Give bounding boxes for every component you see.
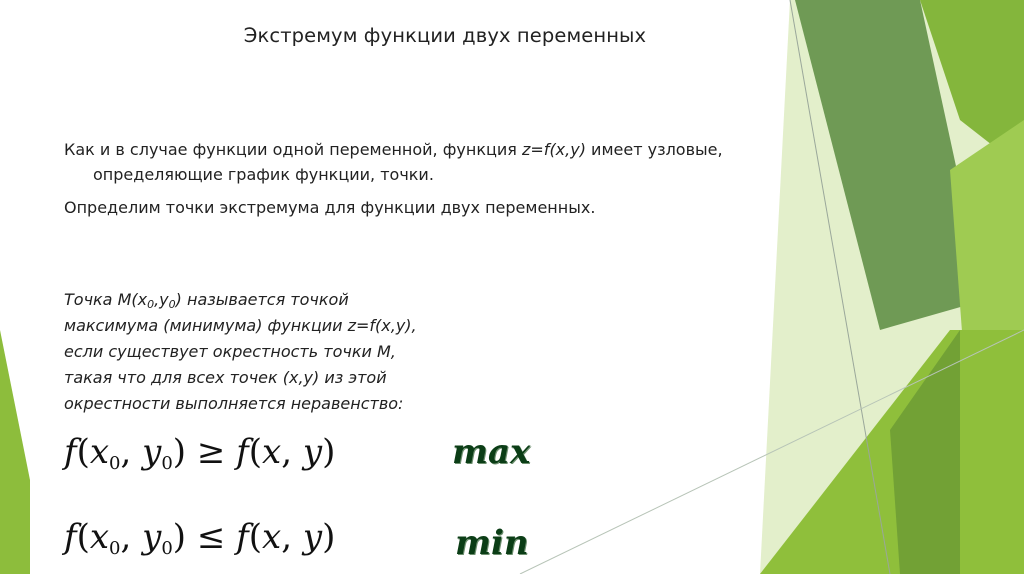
definition-line-1 <box>64 287 417 313</box>
max-sub1: 0 <box>109 453 121 474</box>
max-x0: x <box>89 432 110 472</box>
intro-text-b: имеет узловые, <box>585 140 723 159</box>
min-f2: f <box>236 517 249 557</box>
min-sub2: 0 <box>161 538 173 559</box>
max-label: max <box>452 432 531 472</box>
max-lparen2: ( <box>248 432 263 472</box>
max-f2: f <box>236 432 249 472</box>
max-lparen1: ( <box>76 432 90 472</box>
min-rparen2: ) <box>322 517 336 557</box>
slide-title: Экстремум функции двух переменных <box>243 24 647 47</box>
def-l1-c: ) называется точкой <box>175 290 349 309</box>
intro-text-a: Как и в случае функции одной переменной, функция <box>64 140 522 159</box>
max-rparen1: ) <box>172 432 187 472</box>
max-sub2: 0 <box>161 453 173 474</box>
min-y0: y <box>142 517 162 557</box>
definition-line-2: максимума (минимума) функции z=f(x,y), <box>64 316 417 335</box>
max-comma2: , <box>281 432 303 472</box>
definition-block <box>64 287 417 417</box>
def-l1-b: ,y <box>154 290 169 309</box>
min-comma1: , <box>120 517 143 557</box>
max-y0: y <box>142 432 162 472</box>
min-comma2: , <box>281 517 303 557</box>
max-x: x <box>262 432 282 472</box>
definition-line-5: окрестности выполняется неравенство: <box>64 394 404 413</box>
intro-paragraph <box>64 137 884 187</box>
min-y: y <box>302 517 323 557</box>
min-label: min <box>455 523 529 563</box>
min-rparen1: ) <box>172 517 187 557</box>
max-y: y <box>302 432 323 472</box>
min-f1: f <box>64 517 77 557</box>
def-l1-sub1: 0 <box>168 298 176 311</box>
min-lparen1: ( <box>76 517 90 557</box>
intro-formula: z=f(x,y) <box>522 140 586 159</box>
min-x: x <box>262 517 282 557</box>
max-f1: f <box>64 432 77 472</box>
inequality-min <box>64 517 335 557</box>
extremum-paragraph: Определим точки экстремума для функции двух переменных. <box>64 198 596 217</box>
min-operator: ≤ <box>186 517 237 557</box>
min-x0: x <box>89 517 110 557</box>
left-green-sliver <box>0 330 30 574</box>
inequality-max <box>64 432 335 472</box>
max-rparen2: ) <box>322 432 336 472</box>
def-l1-sub0: 0 <box>147 298 155 311</box>
min-sub1: 0 <box>109 538 121 559</box>
max-comma1: , <box>120 432 143 472</box>
definition-line-3: если существует окрестность точки M, <box>64 342 396 361</box>
intro-text-c: определяющие график функции, точки. <box>93 165 434 184</box>
def-l1-a: Точка M(x <box>64 290 148 309</box>
definition-line-4: такая что для всех точек (x,y) из этой <box>64 368 387 387</box>
min-lparen2: ( <box>248 517 263 557</box>
max-operator: ≥ <box>186 432 237 472</box>
